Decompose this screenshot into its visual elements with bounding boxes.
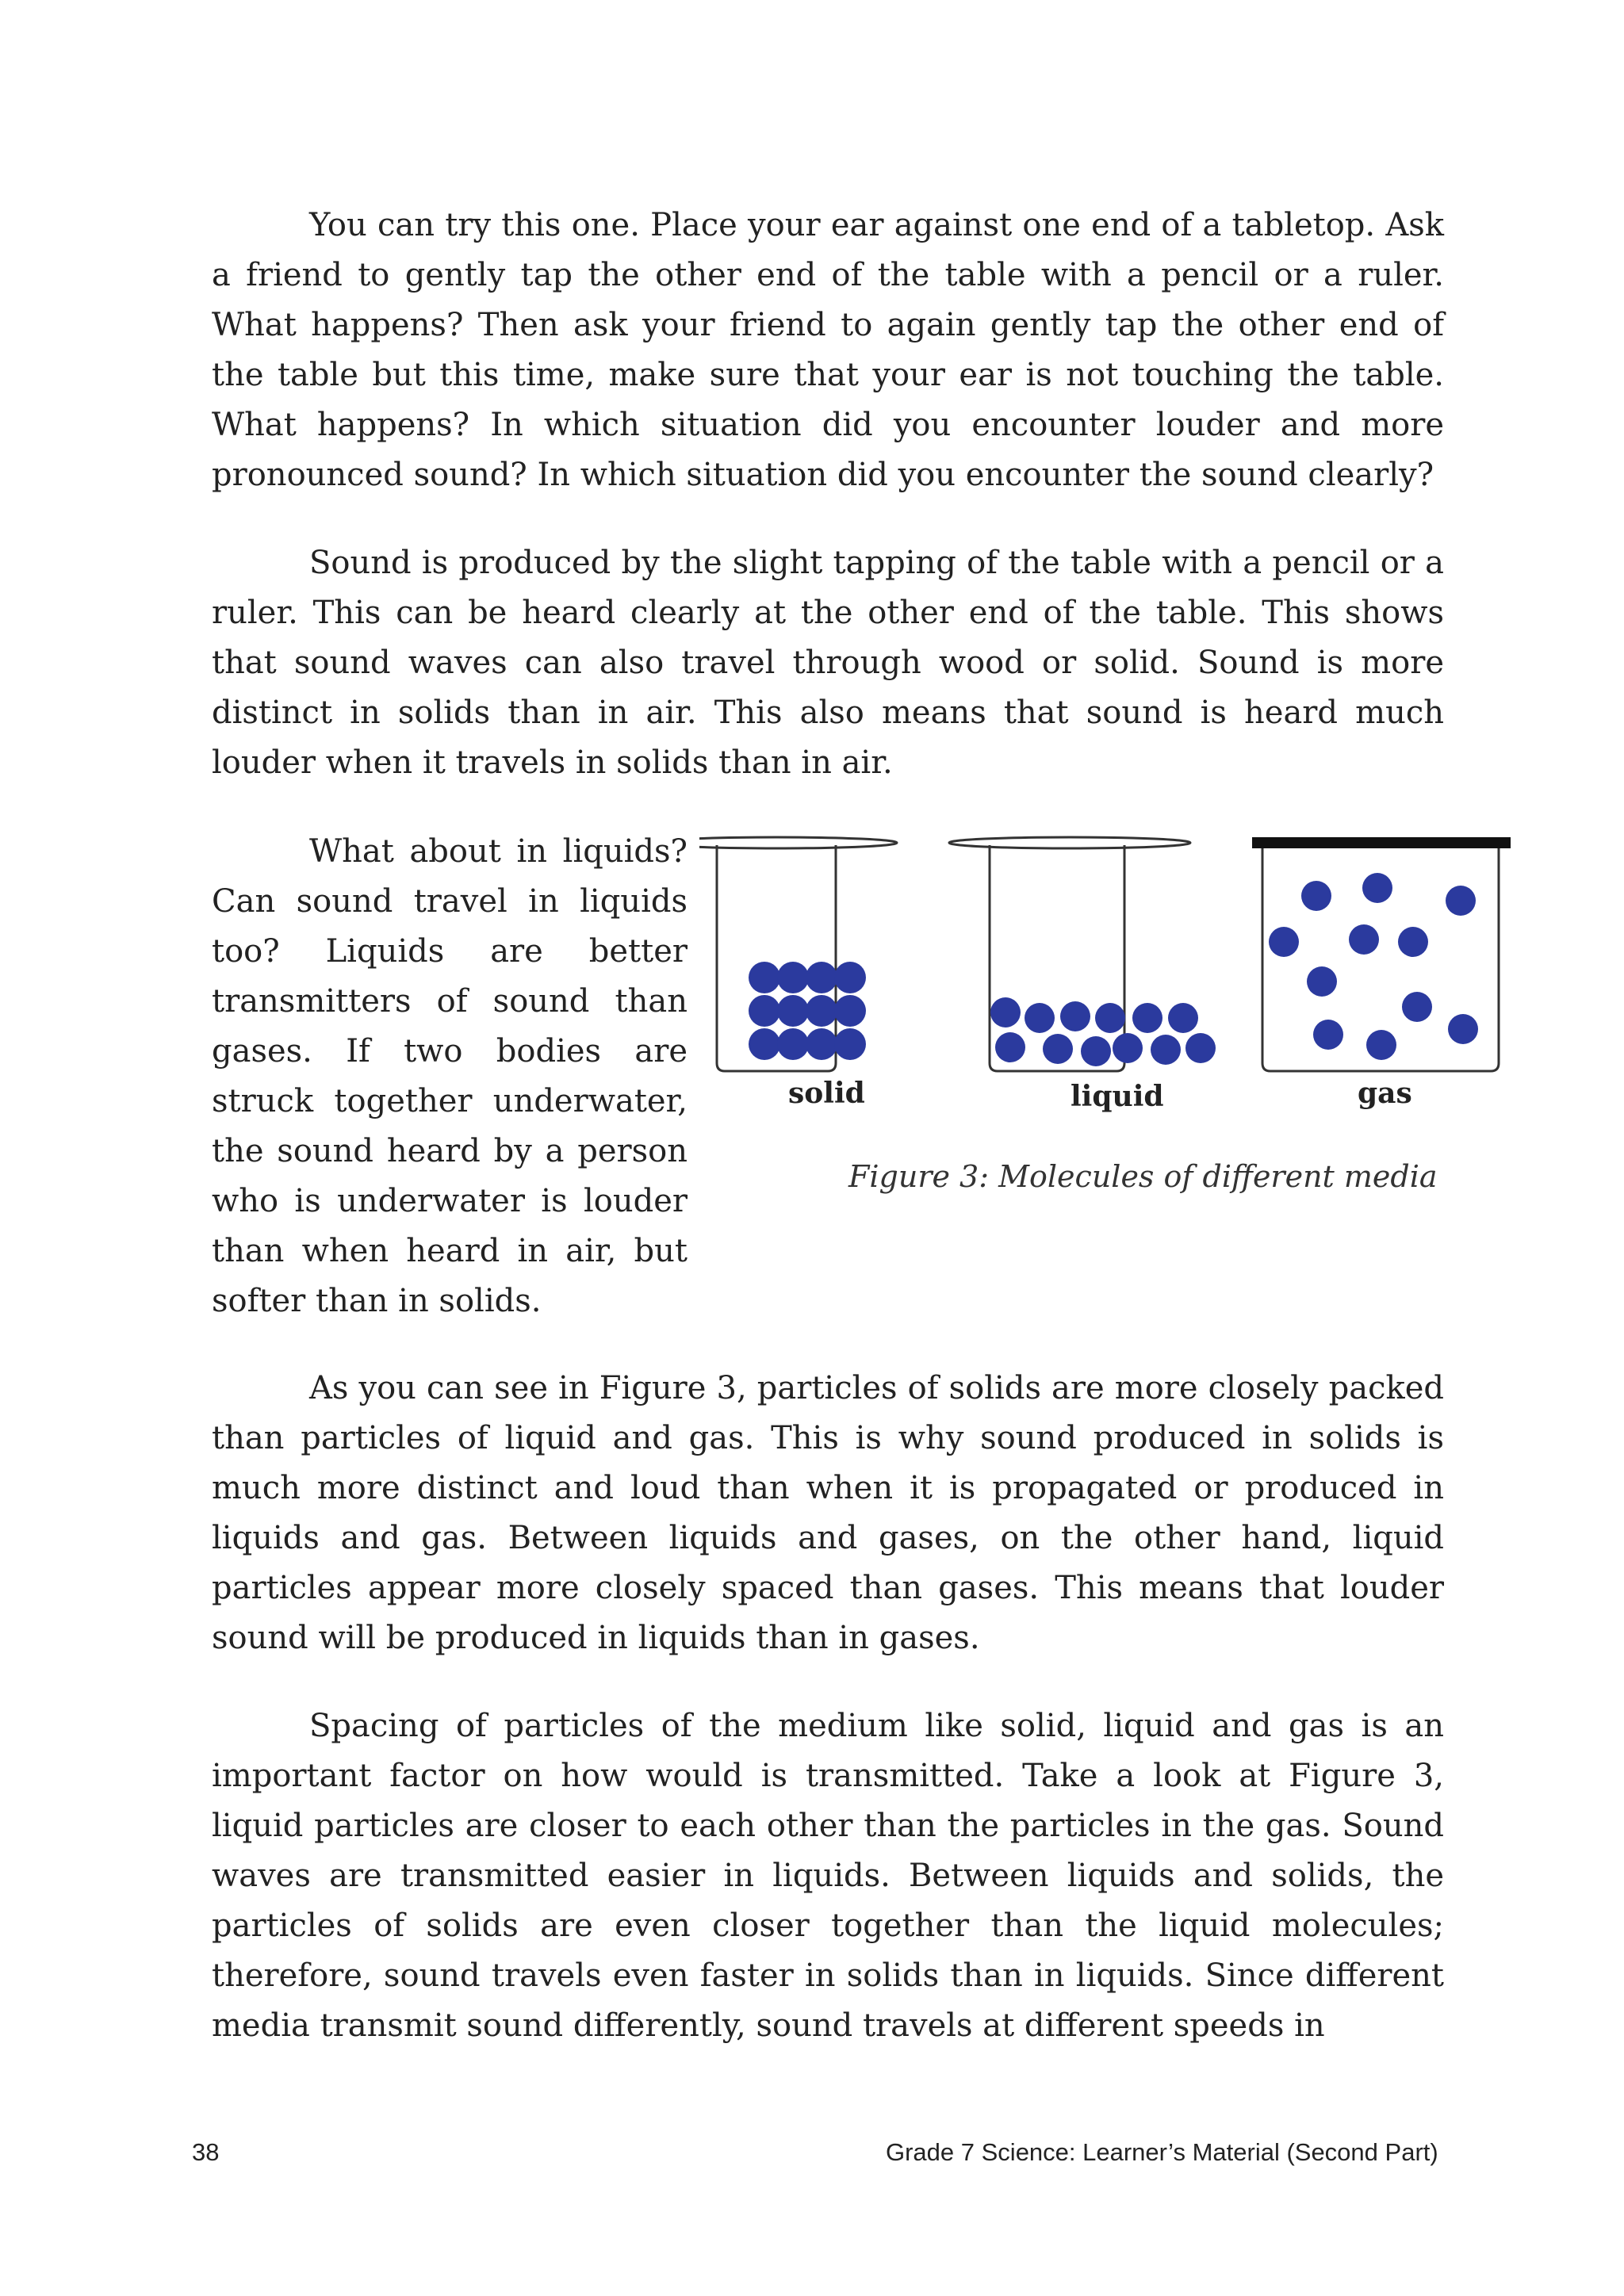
paragraph-sound-in-liquids: What about in liquids? Can sound travel in liquids too? Liquids are better transmitters of sound than gases. If two bodies are struck together underwater, the sound heard by a person who is underwater is louder than when heard in air, but softer than in solids. (212, 833, 688, 1319)
paragraph-particle-spacing: Spacing of particles of the medium like solid, liquid and gas is an important factor on how would is transmitted. Take a look at Figure 3, liquid particles are closer to each other than the particles in the gas. Sound waves are transmitted easier in liquids. Between liquids and solids, the particles of solids are even closer together than the liquid molecules; therefore, sound travels even faster in solids than in liquids. Since different media transmit sound differently, sound travels at different speeds in (212, 1708, 1444, 2044)
gas-particles (1269, 873, 1478, 1060)
label-liquid: liquid (1071, 1080, 1164, 1113)
paragraph-tabletop-experiment: You can try this one. Place your ear against one end of a tabletop. Ask a friend to gently tap the other end of the table with a pencil or a ruler. What happens? Then ask your friend to again gently tap the other end of the table but this time, make sure that your ear is not touching the table. What happens? In which situation did you encounter louder and more pronounced sound? In which situation did you encounter the sound clearly? (212, 207, 1444, 493)
footer-title: Grade 7 Science: Learner’s Material (Second Part) (886, 2138, 1438, 2166)
gas-beaker-lid (1252, 837, 1511, 848)
figure-molecules-of-media (699, 831, 1511, 1132)
paragraph-sound-in-solids: Sound is produced by the slight tapping of the table with a pencil or a ruler. This can be heard clearly at the other end of the table. This shows that sound waves can also travel through wood or solid. Sound is more distinct in solids than in air. This also means that sound is heard much louder when it travels in solids than in air. (212, 545, 1444, 781)
beaker-liquid (949, 837, 1216, 1071)
paragraph-figure-explanation: As you can see in Figure 3, particles of solids are more closely packed than particles of liquid and gas. This is why sound produced in solids is much more distinct and loud than when it is propagated or produced in liquids and gas. Between liquids and gases, on the other hand, liquid particles appear more closely spaced than gases. This means that louder sound will be produced in liquids than in gases. (212, 1370, 1444, 1656)
figure-caption: Figure 3: Molecules of different media (848, 1159, 1438, 1194)
label-gas: gas (1358, 1077, 1412, 1110)
solid-particles (749, 962, 866, 1060)
liquid-particles (990, 997, 1216, 1066)
page-number: 38 (192, 2138, 220, 2166)
beakers-illustration (699, 831, 1511, 1077)
label-solid: solid (788, 1077, 865, 1110)
beaker-gas (1252, 837, 1511, 1071)
beaker-solid (699, 837, 897, 1071)
